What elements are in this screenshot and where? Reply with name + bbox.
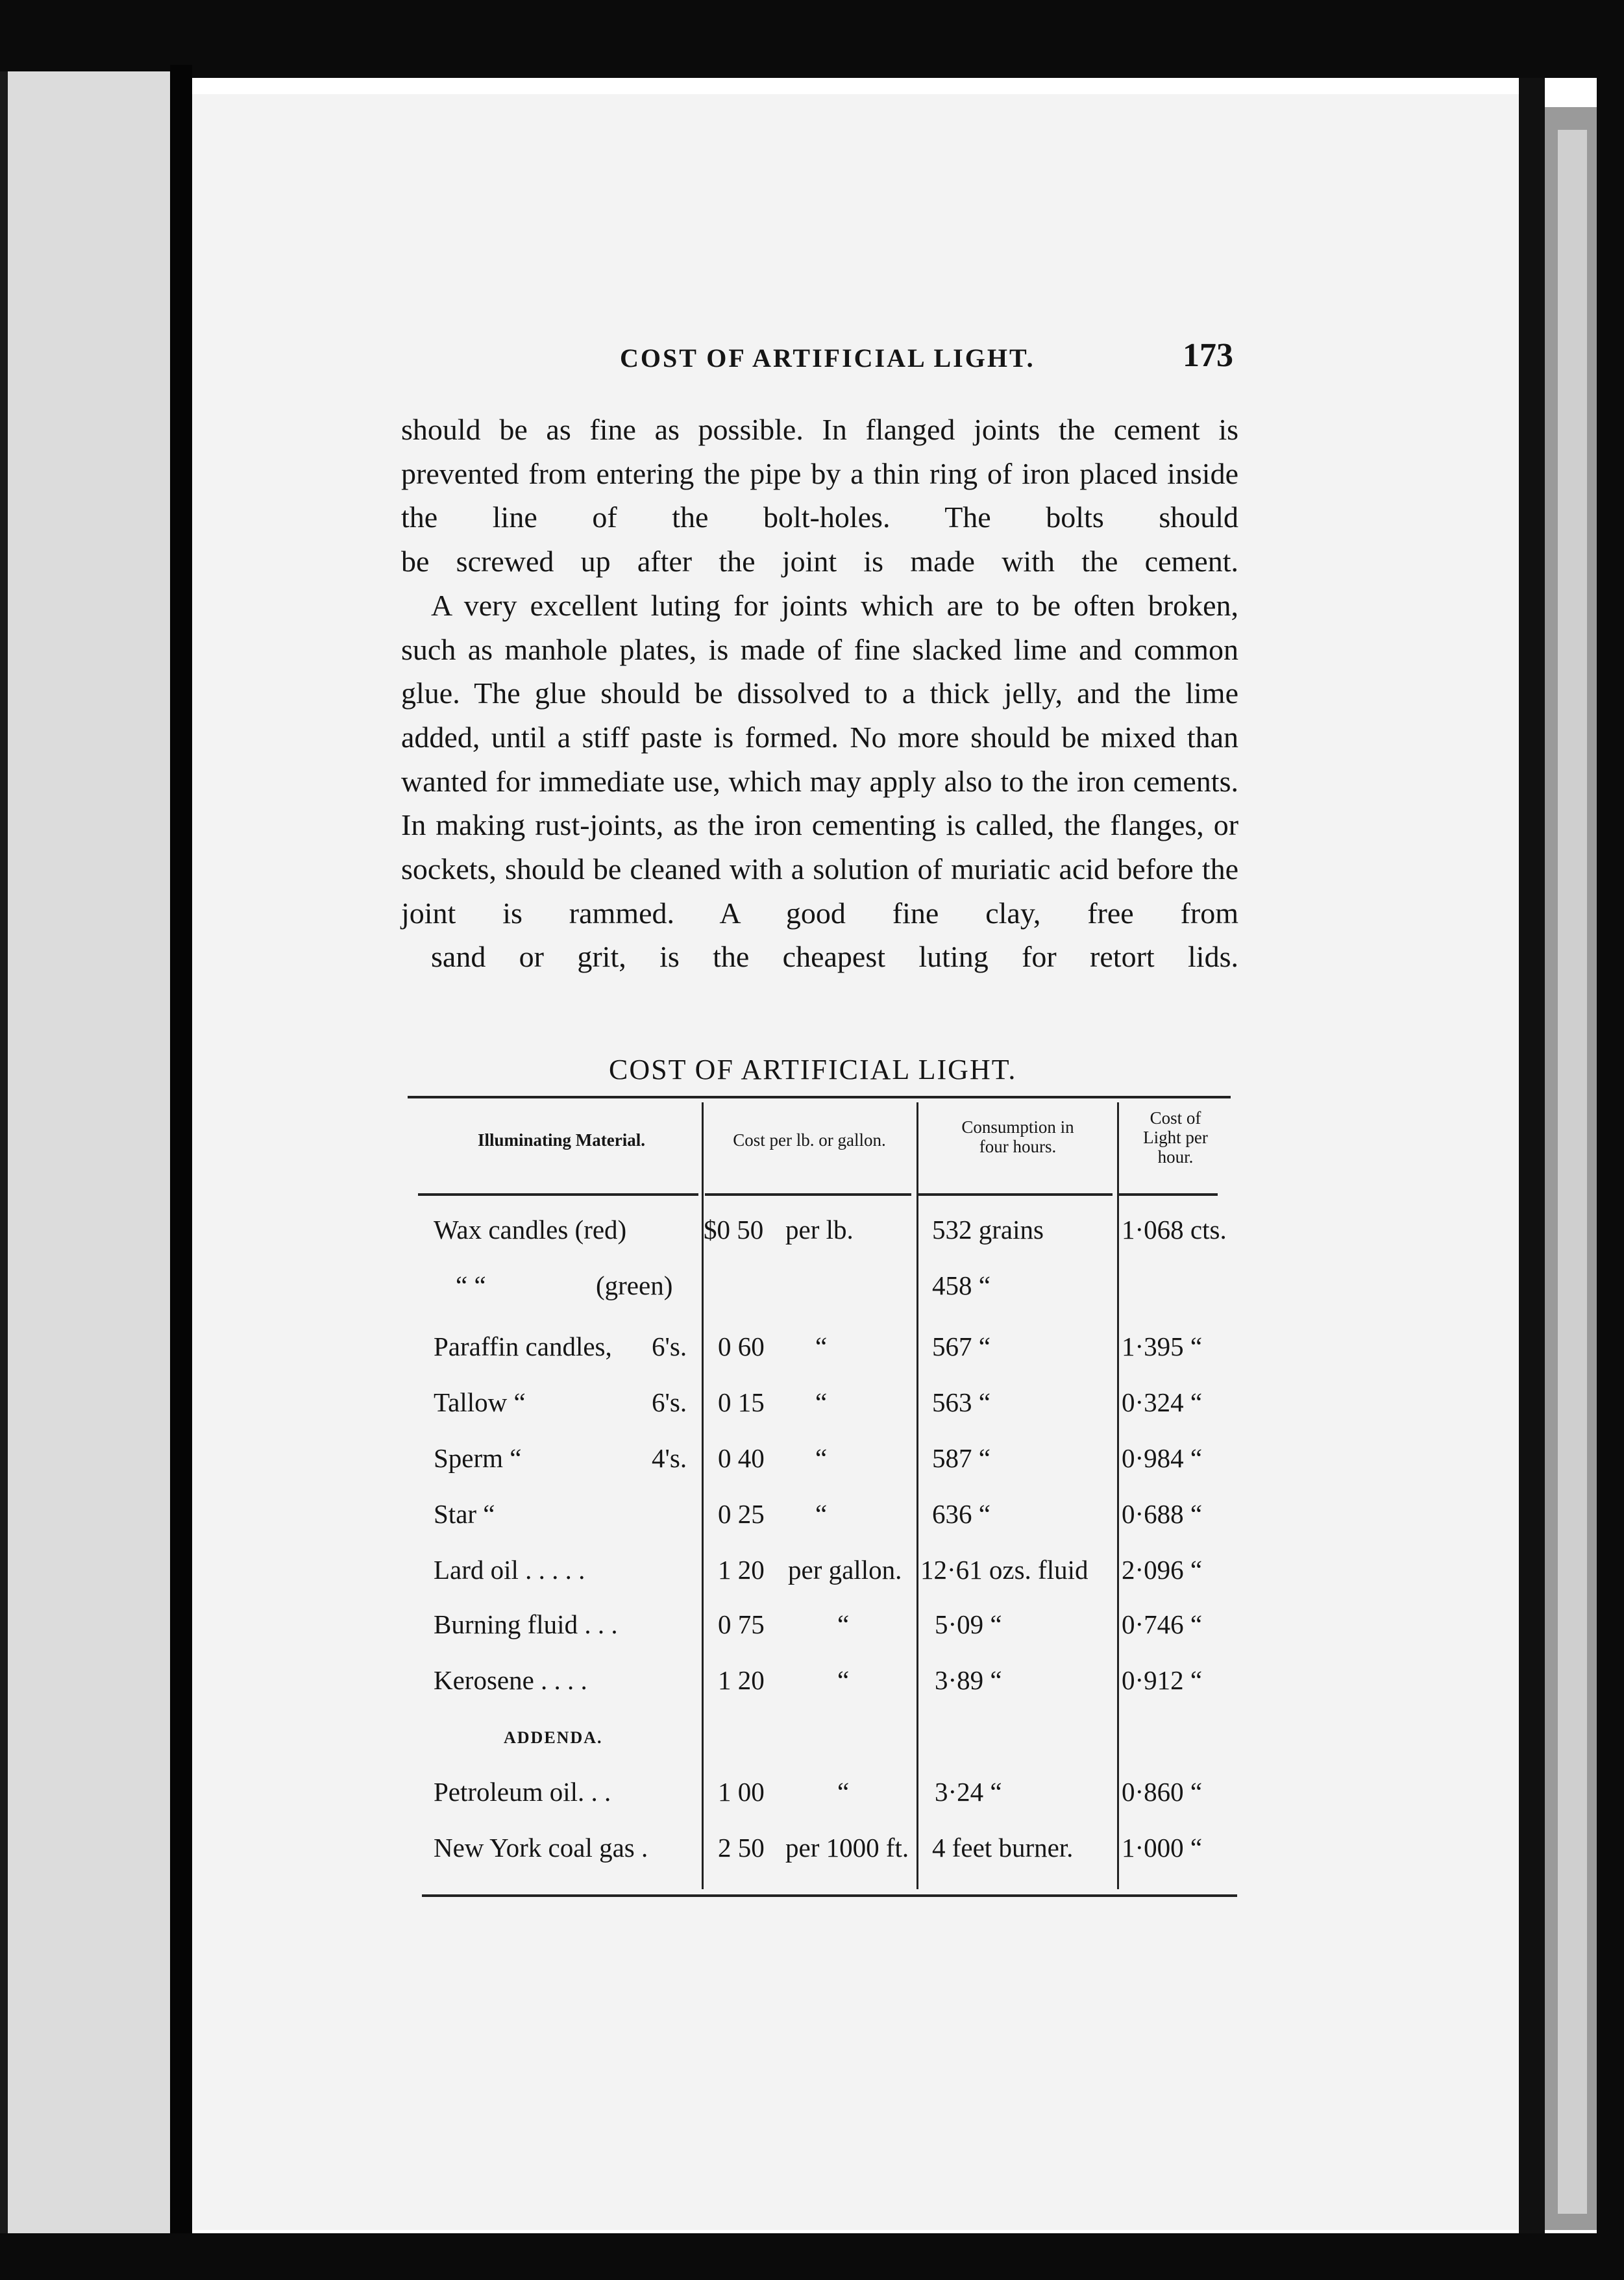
cell-light-cost: 1·000 “: [1122, 1833, 1203, 1863]
text-line: before the joint is rammed. A good fine clay, free from: [401, 852, 1239, 930]
cell-size: 6's.: [652, 1387, 687, 1417]
facing-page-edge: [8, 71, 170, 2240]
cell-material: Kerosene . . . .: [434, 1665, 587, 1695]
cell-cost: 1 20: [718, 1665, 765, 1695]
cell-consumption: 532 grains: [932, 1215, 1044, 1245]
cell-cost: 0 75: [718, 1609, 765, 1639]
body-text: [401, 408, 1238, 979]
cell-consumption: 567 “: [932, 1332, 990, 1361]
cell-light-cost: 1·068 cts.: [1122, 1215, 1227, 1245]
cell-material: Burning fluid . . .: [434, 1609, 618, 1639]
text-line: broken, such as manhole plates, is made of fine slacked lime: [401, 588, 1238, 666]
cell-consumption: 4 feet burner.: [932, 1833, 1074, 1863]
table-bottom-rule: [422, 1894, 1237, 1897]
paragraph-2: [401, 584, 1238, 979]
header-light-2: Light per: [1143, 1128, 1208, 1147]
cell-consumption: 5·09 “: [935, 1609, 1002, 1639]
table-title: COST OF ARTIFICIAL LIGHT.: [609, 1054, 1017, 1085]
text-line: jelly, and the lime added, until a stiff paste is formed. No: [401, 676, 1238, 754]
header-consumption-2: four hours.: [979, 1137, 1057, 1156]
cell-light-cost: 0·688 “: [1122, 1499, 1203, 1529]
cell-material: Lard oil . . . . .: [434, 1555, 585, 1585]
scan-right-border: [1597, 78, 1624, 2240]
cell-size: (green): [596, 1270, 673, 1300]
cell-light-cost: 0·860 “: [1122, 1777, 1203, 1807]
text-line: which may apply also to the iron cements. In making: [401, 764, 1238, 842]
cell-light-cost: 0·324 “: [1122, 1387, 1203, 1417]
text-line: more should be mixed than wanted for immediate use,: [401, 720, 1238, 798]
header-rule-2: [705, 1193, 911, 1196]
text-line: rust-joints, as the iron cementing is called, the flanges, or: [535, 808, 1239, 842]
cell-consumption: 12·61 ozs. fluid: [920, 1555, 1089, 1585]
cell-material: “ “: [456, 1270, 486, 1300]
page-right-shadow: [1519, 78, 1545, 2240]
cell-light-cost: 0·746 “: [1122, 1609, 1203, 1639]
cell-cost-unit: “: [815, 1387, 828, 1417]
paragraph-1: [401, 408, 1238, 584]
cell-cost-unit: “: [815, 1332, 828, 1361]
cell-cost: 1 20: [718, 1555, 765, 1585]
cell-cost: 0 60: [718, 1332, 765, 1361]
text-line: sockets, should be cleaned with a solution of muriatic acid: [401, 852, 1109, 886]
text-line: is prevented from entering the pipe by a thin ring of iron: [401, 413, 1238, 490]
cell-material: Sperm “: [434, 1443, 522, 1473]
cell-material: Tallow “: [434, 1387, 526, 1417]
header-rule-3: [918, 1193, 1113, 1196]
cell-consumption: 3·89 “: [935, 1665, 1002, 1695]
cell-material: Star “: [434, 1499, 495, 1529]
column-divider-3: [1117, 1102, 1119, 1889]
cell-light-cost: 1·395 “: [1122, 1332, 1203, 1361]
header-light-3: hour.: [1157, 1147, 1194, 1167]
text-line: A very excellent luting for joints which are to be often: [431, 588, 1135, 622]
cell-light-cost: 2·096 “: [1122, 1555, 1203, 1585]
text-line: and common glue. The glue should be dissolved to a thick: [401, 632, 1238, 710]
header-rule-4: [1119, 1193, 1218, 1196]
cell-light-cost: 0·912 “: [1122, 1665, 1203, 1695]
cell-cost-unit: “: [837, 1609, 850, 1639]
cell-consumption: 563 “: [932, 1387, 990, 1417]
cell-cost: 0 15: [718, 1387, 765, 1417]
cell-cost-unit: per lb.: [785, 1215, 854, 1245]
cell-consumption: 458 “: [932, 1270, 990, 1300]
running-head: COST OF ARTIFICIAL LIGHT.: [620, 343, 1035, 373]
cell-cost: 0 25: [718, 1499, 765, 1529]
header-consumption-1: Consumption in: [961, 1117, 1074, 1137]
cell-material: Wax candles (red): [434, 1215, 627, 1245]
book-binding-shadow: [170, 65, 192, 2240]
cell-cost-unit: “: [837, 1665, 850, 1695]
cell-cost-unit: “: [815, 1443, 828, 1473]
cell-cost-unit: “: [837, 1777, 850, 1807]
text-line-last: be screwed up after the joint is made with the cement.: [401, 545, 1238, 578]
cell-consumption: 587 “: [932, 1443, 990, 1473]
cell-cost-unit: “: [815, 1499, 828, 1529]
text-line: placed inside the line of the bolt-holes. The bolts should: [401, 456, 1239, 534]
cell-cost-unit: per 1000 ft.: [785, 1833, 909, 1863]
header-cost: Cost per lb. or gallon.: [733, 1130, 886, 1150]
cell-material: Paraffin candles,: [434, 1332, 612, 1361]
cell-cost: 2 50: [718, 1833, 765, 1863]
header-material: Illuminating Material.: [478, 1130, 645, 1150]
cell-size: 6's.: [652, 1332, 687, 1361]
cell-cost: 0 40: [718, 1443, 765, 1473]
addenda-label: ADDENDA.: [504, 1728, 603, 1747]
text-line-last: sand or grit, is the cheapest luting for retort lids.: [431, 940, 1238, 974]
column-divider-2: [917, 1102, 918, 1889]
page-number: 173: [1183, 337, 1233, 374]
table-top-rule: [408, 1096, 1231, 1098]
page-stack-edge-light: [1558, 130, 1587, 2214]
scan-bottom-border: [0, 2233, 1624, 2280]
scan-left-border: [0, 71, 8, 2240]
scan-top-border: [0, 0, 1624, 78]
text-line: should be as fine as possible. In flanged joints the cement: [401, 413, 1200, 446]
cell-cost: $0 50: [704, 1215, 764, 1245]
cell-cost: 1 00: [718, 1777, 765, 1807]
cell-consumption: 3·24 “: [935, 1777, 1002, 1807]
cell-consumption: 636 “: [932, 1499, 990, 1529]
cell-cost-unit: per gallon.: [788, 1555, 902, 1585]
cell-size: 4's.: [652, 1443, 687, 1473]
cell-material: New York coal gas .: [434, 1833, 648, 1863]
header-rule-1: [418, 1193, 698, 1196]
header-light-1: Cost of: [1150, 1108, 1201, 1128]
cell-material: Petroleum oil. . .: [434, 1777, 611, 1807]
cell-light-cost: 0·984 “: [1122, 1443, 1203, 1473]
